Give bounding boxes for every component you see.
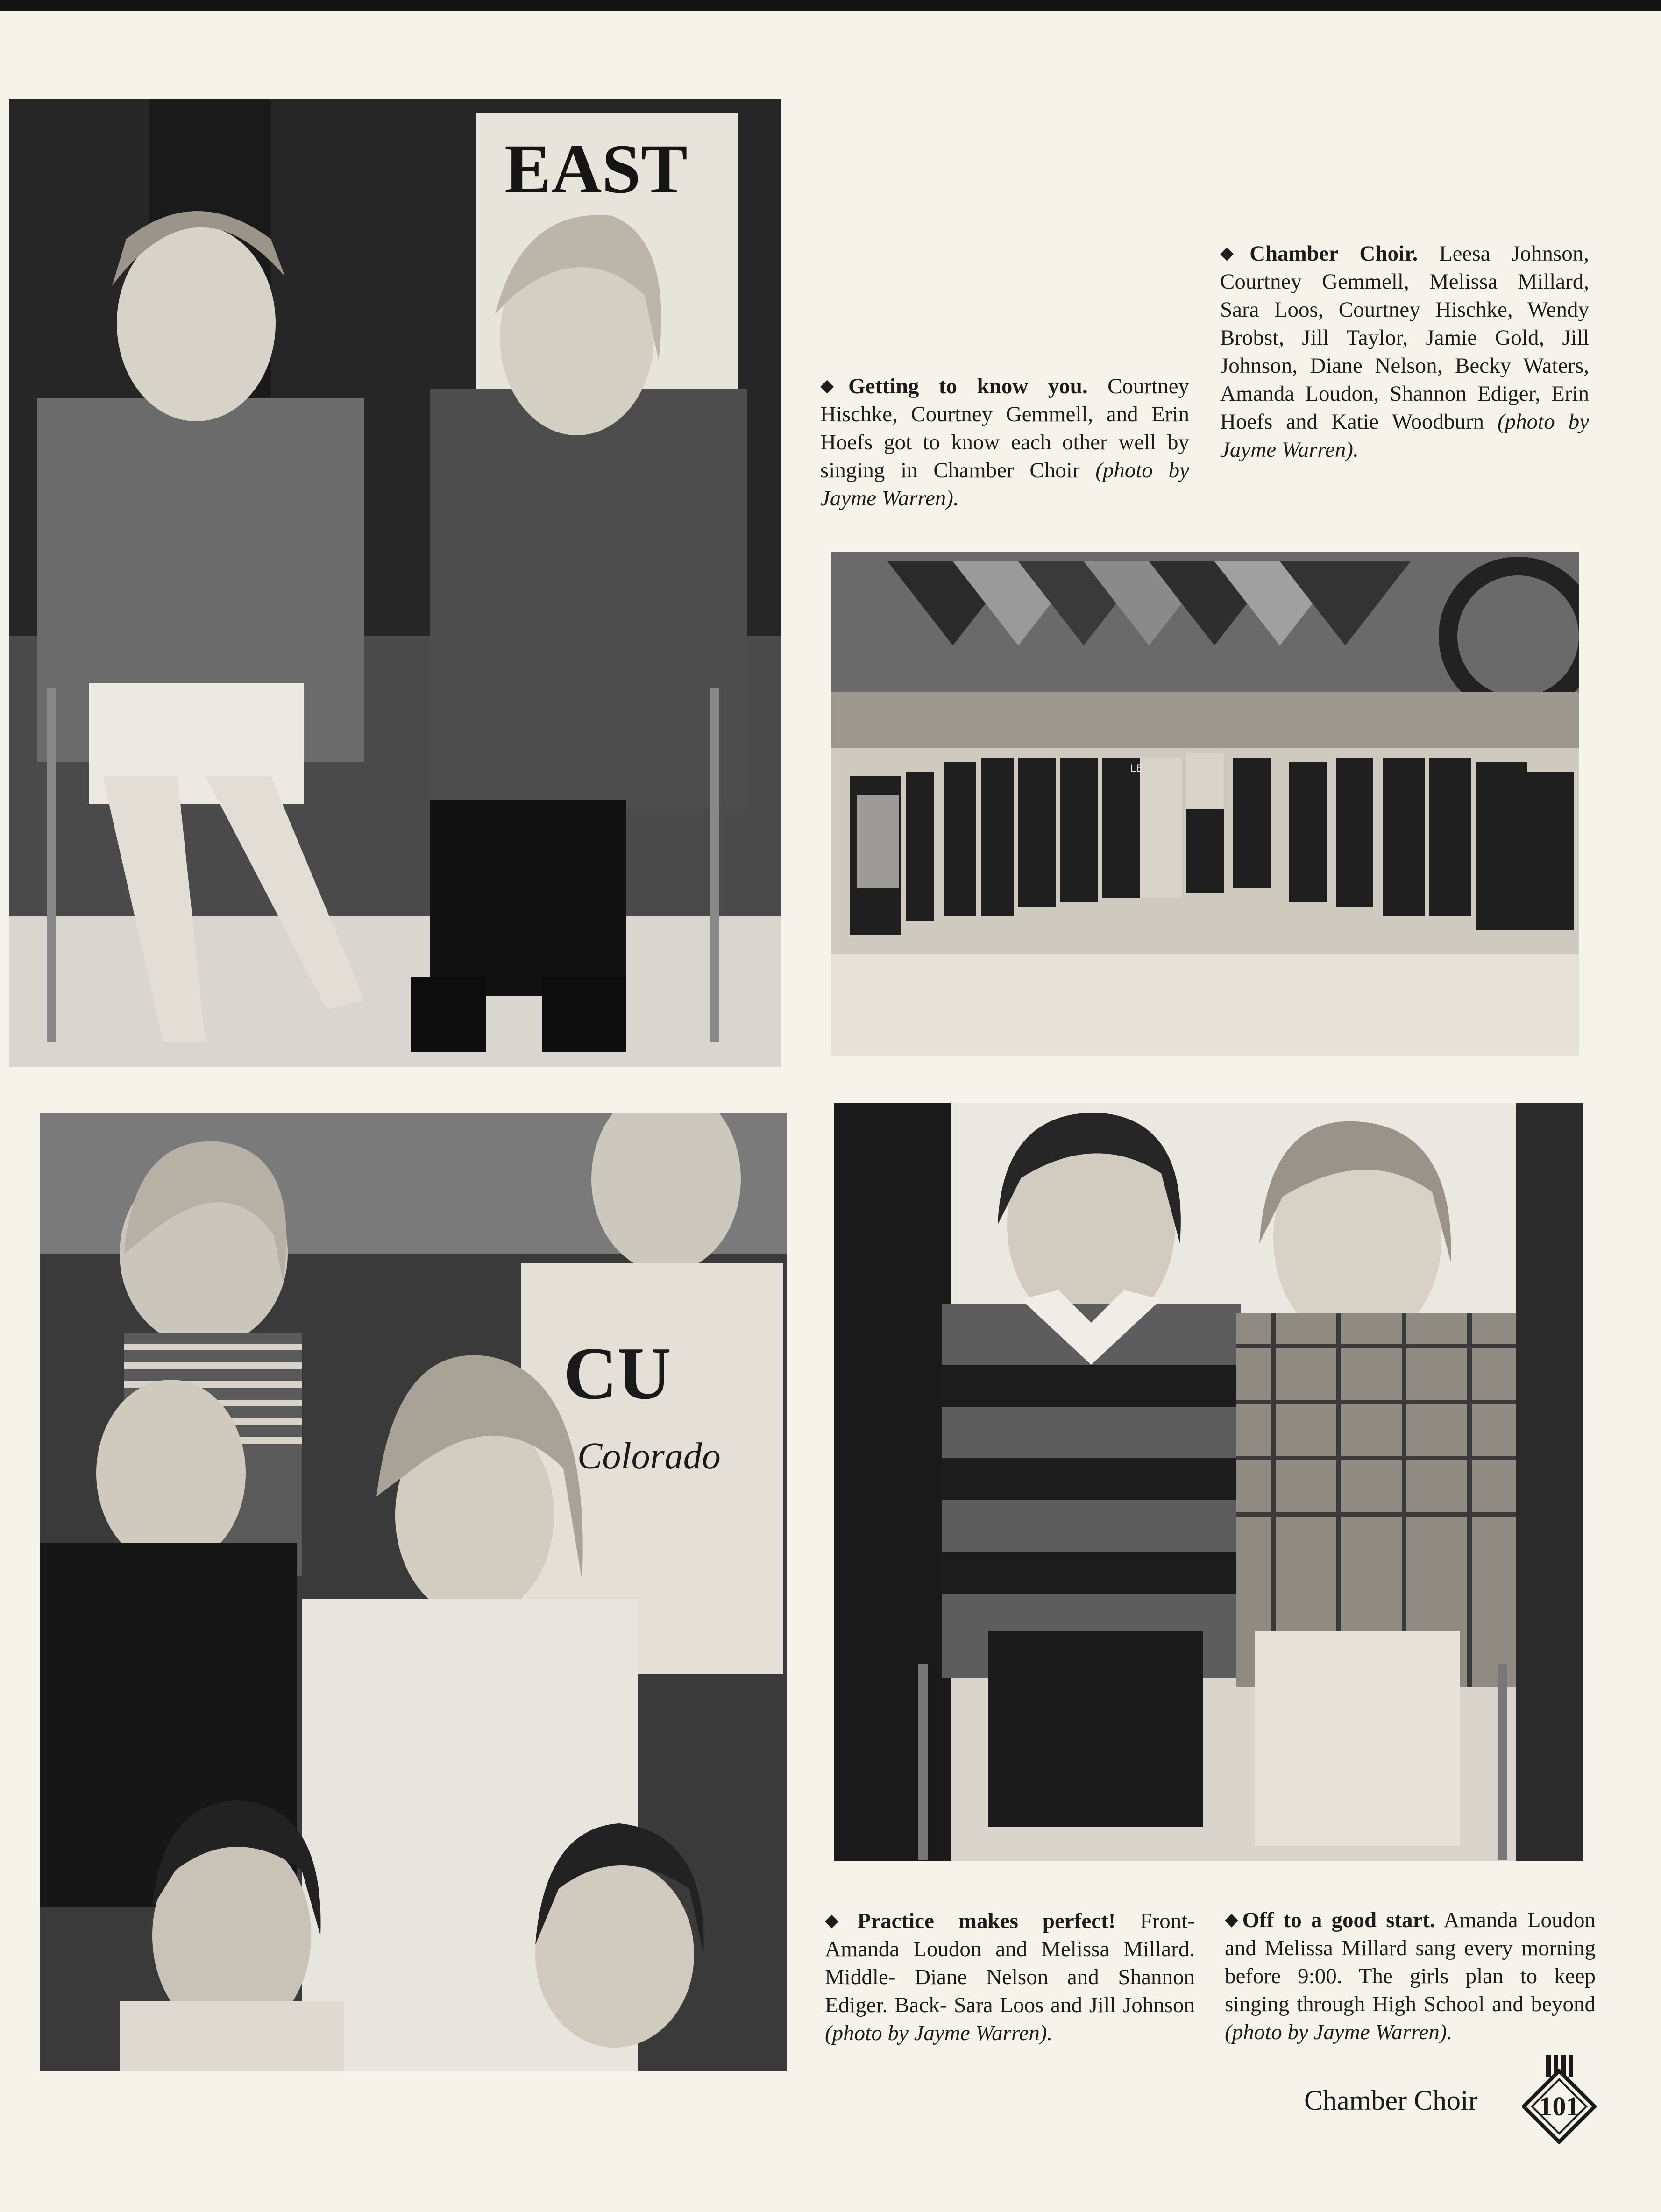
photo-credit: (photo by Jayme Warren). <box>1220 410 1589 462</box>
svg-text:EAST: EAST <box>504 130 688 208</box>
caption-lead: Practice makes perfect! <box>857 1909 1116 1933</box>
photo-chamber-choir-group <box>831 552 1579 1056</box>
photo-credit: (photo by Jayme Warren). <box>825 2021 1053 2045</box>
caption-practice-makes-perfect <box>825 1907 1195 2047</box>
caption-text: Front- Amanda Loudon and Melissa Millard. Middle- Diane Nelson and Shannon Ediger. Back- Sara Loos and Jill Johnson <box>825 1909 1195 2017</box>
caption-off-to-a-good-start <box>1225 1906 1596 2046</box>
section-label: Chamber Choir <box>1304 2085 1478 2116</box>
photo-credit: (photo by Jayme Warren). <box>1225 2020 1453 2044</box>
caption-text: Leesa Johnson, Courtney Gemmell, Melissa Millard, Sara Loos, Courtney Hischke, Wendy Brobst, Jill Taylor, Jamie Gold, Jill Johnson, Diane Nelson, Becky Waters, Amanda Loudon, Shannon Ediger, Erin Hoefs and Katie Woodburn <box>1220 241 1589 434</box>
svg-text:CU: CU <box>563 1332 672 1415</box>
diamond-bullet-icon: ◆ <box>1220 243 1250 263</box>
caption-getting-to-know-you <box>820 372 1189 512</box>
caption-text: Courtney Hischke, Courtney Gemmell, and Erin Hoefs got to know each other well by singing in Chamber Choir <box>820 374 1189 482</box>
photo-credit: (photo by Jayme Warren). <box>820 458 1189 510</box>
caption-lead: Chamber Choir. <box>1249 241 1418 266</box>
diamond-bullet-icon: ◆ <box>1225 1910 1242 1929</box>
photo-off-to-a-good-start <box>834 1103 1583 1861</box>
caption-lead: Getting to know you. <box>848 374 1088 398</box>
diamond-bullet-icon: ◆ <box>820 376 848 396</box>
svg-text:LE: LE <box>1130 762 1143 774</box>
page-number: 101 <box>1539 2091 1580 2121</box>
diamond-bullet-icon: ◆ <box>825 1911 858 1930</box>
caption-lead: Off to a good start. <box>1242 1908 1435 1932</box>
caption-text: Amanda Loudon and Melissa Millard sang every morning before 9:00. The girls plan to keep singing through High School and beyond <box>1225 1908 1596 2016</box>
photo-practice-makes-perfect <box>40 1113 787 2071</box>
top-border <box>0 0 1661 11</box>
svg-text:Colorado: Colorado <box>577 1436 721 1477</box>
caption-chamber-choir <box>1220 239 1589 464</box>
photo-getting-to-know-you <box>9 99 781 1067</box>
